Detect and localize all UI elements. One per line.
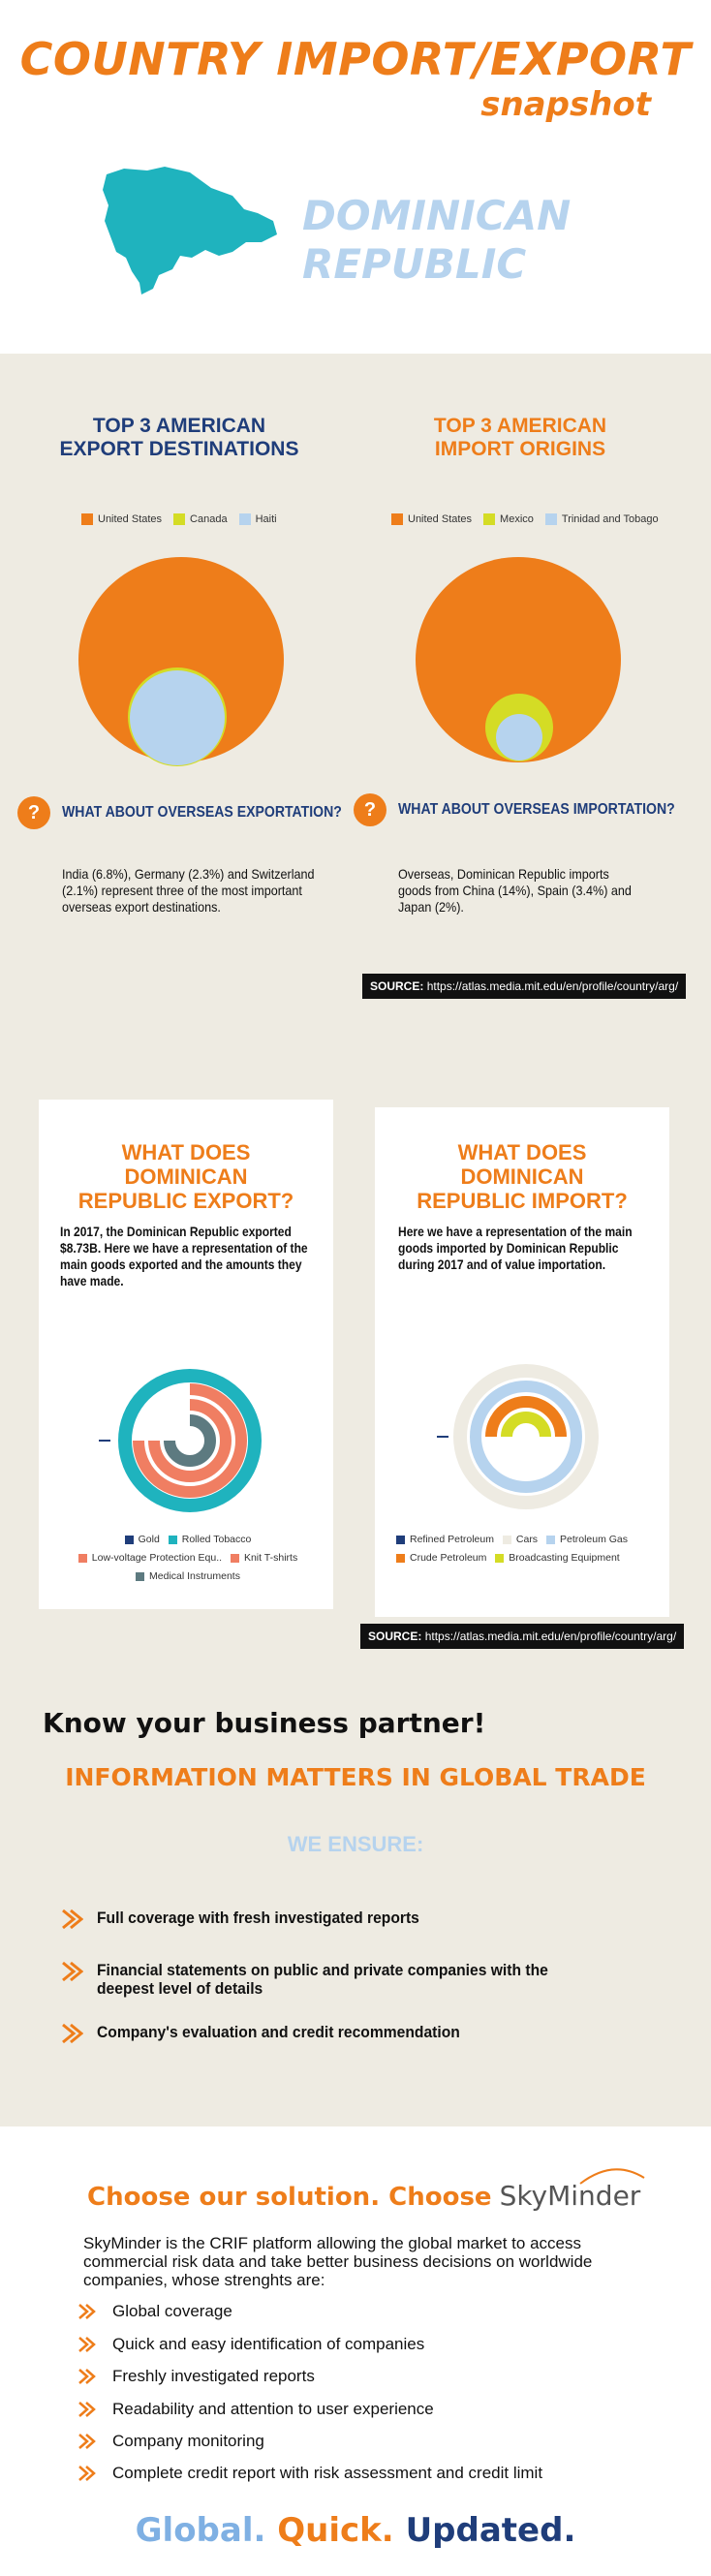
legend-label: Trinidad and Tobago [561,513,659,525]
legend-item [136,1570,240,1582]
legend-swatch [125,1536,134,1544]
feature-item [77,2432,264,2451]
export-card-text: In 2017, the Dominican Republic exported $8.73B. Here we have a representation of the main goods exported and the amounts they have made. [60,1224,308,1288]
ring-broadcasting-equipment [507,1417,545,1437]
ring-rolled-tobacco [125,1376,255,1505]
export-question [17,796,380,829]
feature-text: Readability and attention to user experience [112,2400,434,2418]
solution-heading [87,2180,640,2212]
chevron-right-icon [77,2465,99,2482]
legend-item [545,513,659,525]
legend-item [239,513,277,525]
legend-label: Cars [515,1534,539,1545]
legend-item [81,513,162,525]
bubble-trinidad-and-tobago [496,714,542,760]
import-card-legend [396,1534,658,1570]
legend-swatch [173,513,185,525]
import-question [354,793,711,826]
partner-heading: Know your business partner! [43,1707,486,1739]
ring-medical-instruments [170,1420,210,1461]
legend-item [495,1552,619,1564]
feature-item [77,2367,315,2386]
source-label: SOURCE: [370,979,424,993]
source-badge-2 [360,1624,684,1649]
ensure-bullet [60,2023,639,2044]
legend-item [483,513,534,525]
skyminder-logo [500,2180,641,2212]
source-label: SOURCE: [368,1629,422,1643]
export-card [39,1100,333,1609]
import-origins-title-line1: TOP 3 AMERICAN [433,415,607,437]
legend-label: Knit T-shirts [243,1552,298,1564]
legend-swatch [169,1536,177,1544]
source-badge-1 [362,974,686,999]
legend-label: United States [98,513,163,525]
legend-swatch [136,1572,144,1581]
legend-label: Gold [138,1534,160,1545]
legend-item [78,1552,222,1564]
ensure-bullet [60,1909,639,1930]
chevron-right-icon [60,1961,83,1982]
import-question-text: WHAT ABOUT OVERSEAS IMPORTATION? [398,801,675,818]
legend-swatch [239,513,251,525]
import-radial-chart [429,1354,642,1519]
chevron-right-icon [77,2303,99,2320]
country-name-line1: DOMINICAN [302,192,572,239]
import-card-title [375,1140,669,1213]
legend-label: United States [408,513,473,525]
legend-item [169,1534,252,1545]
sub-title: snapshot [480,85,651,124]
import-card-title-line2: DOMINICAN [460,1164,584,1189]
chevron-right-icon [77,2368,99,2385]
legend-item [396,1552,486,1564]
legend-item [173,513,228,525]
export-destinations-bubble-chart [68,557,291,770]
feature-text: Quick and easy identification of companies [112,2335,425,2353]
import-card [375,1107,669,1617]
export-legend [81,513,277,525]
legend-item [503,1534,538,1545]
feature-text: Company monitoring [112,2432,264,2450]
export-destinations-title-line2: EXPORT DESTINATIONS [59,438,299,460]
feature-text: Freshly investigated reports [112,2367,315,2385]
feature-text: Complete credit report with risk assessment and credit limit [112,2464,543,2482]
feature-item [77,2302,232,2321]
main-title: COUNTRY IMPORT/EXPORT [19,33,692,85]
slogan [0,2511,711,2550]
chevron-right-icon [77,2401,99,2418]
ensure-heading: WE ENSURE: [287,1832,424,1856]
ensure-bullet-text: Company's evaluation and credit recommendation [97,2023,460,2041]
source-url[interactable]: https://atlas.media.mit.edu/en/profile/country/arg/ [424,1629,677,1643]
legend-label: Crude Petroleum [410,1552,487,1564]
ensure-bullet [60,1961,639,1998]
chevron-right-icon [77,2433,99,2450]
export-card-legend [60,1534,322,1589]
partner-tagline: INFORMATION MATTERS IN GLOBAL TRADE [65,1763,646,1791]
export-card-title [39,1140,333,1213]
brand-name: SkyMinder [499,2180,641,2212]
export-question-text: WHAT ABOUT OVERSEAS EXPORTATION? [62,804,342,821]
legend-label: Refined Petroleum [410,1534,494,1545]
export-radial-chart [93,1358,306,1523]
legend-label: Petroleum Gas [559,1534,629,1545]
legend-swatch [495,1554,504,1563]
import-card-title-line3: REPUBLIC IMPORT? [417,1189,628,1213]
legend-label: Rolled Tobacco [181,1534,252,1545]
legend-item [546,1534,628,1545]
import-origins-title-line2: IMPORT ORIGINS [434,438,606,460]
import-legend [391,513,659,525]
legend-label: Medical Instruments [149,1570,240,1582]
chevron-right-icon [60,2023,83,2044]
chevron-right-icon [60,1909,83,1930]
legend-swatch [483,513,495,525]
legend-swatch [396,1536,405,1544]
legend-swatch [231,1554,239,1563]
legend-item [231,1552,297,1564]
question-icon: ? [17,796,50,829]
export-destinations-title-line1: TOP 3 AMERICAN [92,415,266,437]
feature-item [77,2335,424,2354]
legend-item [125,1534,160,1545]
legend-swatch [396,1554,405,1563]
legend-label: Canada [190,513,228,525]
feature-text: Global coverage [112,2302,232,2320]
dominican-republic-map-icon [97,163,281,298]
legend-swatch [391,513,403,525]
legend-label: Broadcasting Equipment [509,1552,620,1564]
solution-intro: SkyMinder is the CRIF platform allowing the global market to access commercial risk data and take better business decisions on worldwide companies, whose strenghts are: [83,2234,593,2289]
import-origins-bubble-chart [412,557,634,770]
export-card-title-line1: WHAT DOES [121,1140,251,1164]
source-url[interactable]: https://atlas.media.mit.edu/en/profile/country/arg/ [426,979,679,993]
export-card-title-line3: REPUBLIC EXPORT? [77,1189,294,1213]
header [0,0,711,354]
legend-swatch [81,513,93,525]
export-destinations-title [19,415,339,461]
legend-swatch [503,1536,511,1544]
import-overseas-text: Overseas, Dominican Republic imports goods from China (14%), Spain (3.4%) and Japan (2%). [398,866,632,915]
legend-label: Low-voltage Protection Equ.. [91,1552,223,1564]
legend-item [391,513,472,525]
legend-swatch [545,513,557,525]
export-overseas-text: India (6.8%), Germany (2.3%) and Switzerland (2.1%) represent three of the most important overseas export destinations. [62,866,315,915]
import-origins-title [370,415,670,461]
slogan-quick: Quick. [277,2511,394,2550]
bubble-haiti [130,670,225,765]
feature-item [77,2400,434,2419]
legend-label: Haiti [255,513,277,525]
question-icon: ? [354,793,386,826]
export-card-title-line2: DOMINICAN [124,1164,248,1189]
solution-heading-text: Choose our solution. Choose [87,2183,492,2212]
chevron-right-icon [77,2336,99,2353]
country-name-line2: REPUBLIC [302,240,527,288]
country-name [302,192,571,289]
legend-swatch [78,1554,87,1563]
legend-swatch [546,1536,555,1544]
feature-item [77,2464,542,2483]
ensure-bullet-text: Financial statements on public and private companies with the deepest level of details [97,1961,548,1998]
import-card-text: Here we have a representation of the main goods imported by Dominican Republic during 2017 and of value importation. [398,1224,633,1272]
legend-item [396,1534,494,1545]
import-card-title-line1: WHAT DOES [457,1140,587,1164]
slogan-global: Global. [135,2511,266,2550]
logo-arc-icon [578,2162,646,2186]
ensure-bullet-text: Full coverage with fresh investigated reports [97,1909,419,1927]
legend-label: Mexico [500,513,534,525]
slogan-updated: Updated. [405,2511,576,2550]
